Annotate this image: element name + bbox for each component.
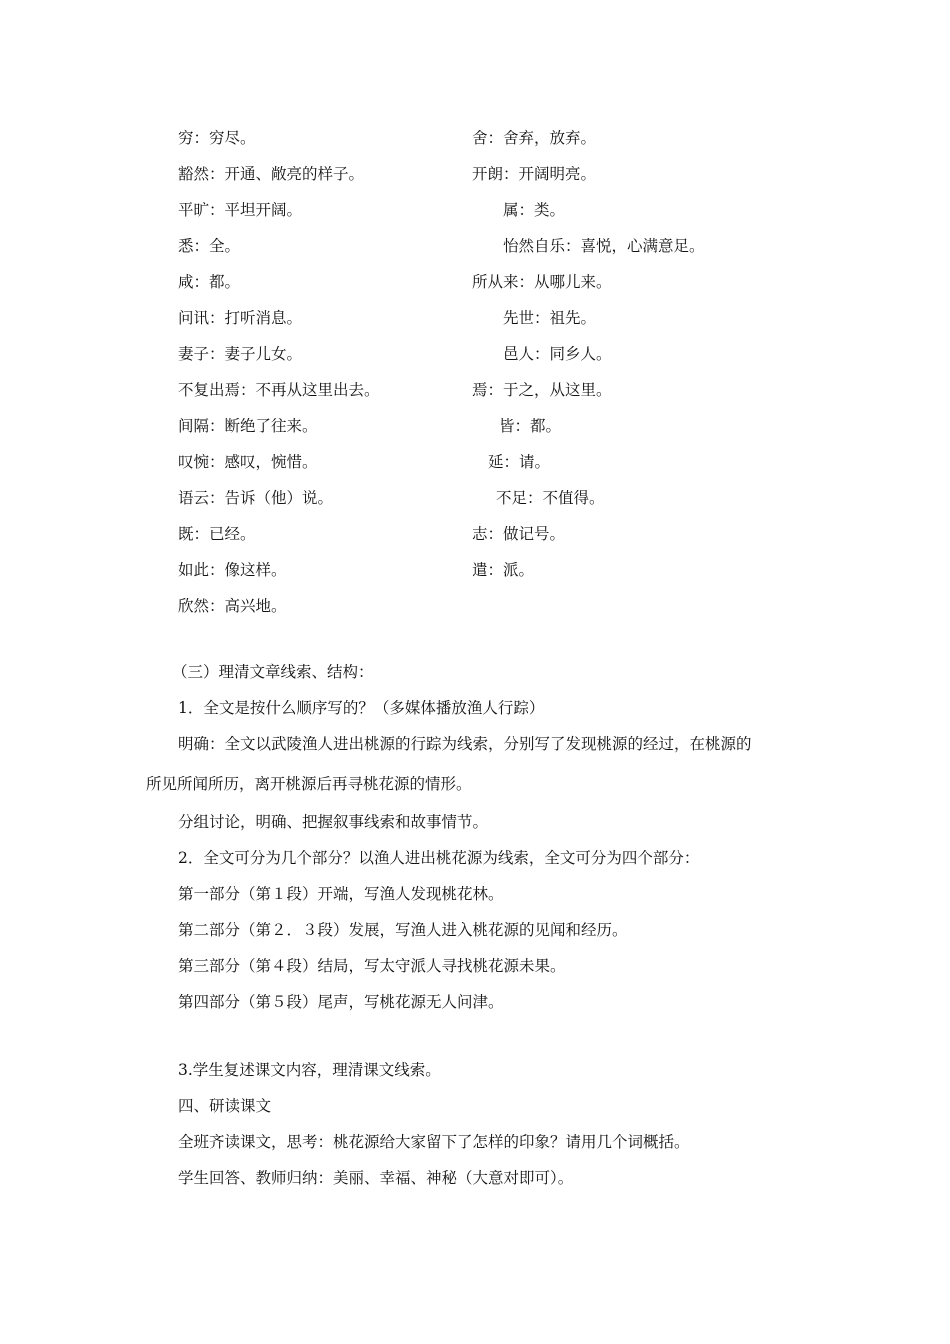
- section4-task: 全班齐读课文，思考：桃花源给大家留下了怎样的印象？请用几个词概括。: [178, 1133, 690, 1151]
- glossary-item: 如此：像这样。: [178, 561, 287, 579]
- section3-heading: （三）理清文章线索、结构：: [172, 663, 374, 681]
- glossary-item: 怡然自乐：喜悦，心满意足。: [503, 237, 705, 255]
- glossary-item: 欣然：高兴地。: [178, 597, 287, 615]
- glossary-item: 舍：舍弃，放弃。: [472, 129, 597, 147]
- part-4: 第四部分（第５段）尾声，写桃花源无人问津。: [178, 993, 504, 1011]
- glossary-right-column: [472, 126, 705, 594]
- section4-summary: 学生回答、教师归纳：美丽、幸福、神秘（大意对即可）。: [178, 1169, 574, 1187]
- glossary-item: 先世：祖先。: [503, 309, 597, 327]
- glossary-item: 豁然：开通、敞亮的样子。: [178, 165, 365, 183]
- glossary-item: 邑人：同乡人。: [503, 345, 612, 363]
- part-1: 第一部分（第１段）开端，写渔人发现桃花林。: [178, 885, 504, 903]
- glossary-item: 语云：告诉（他）说。: [178, 489, 334, 507]
- glossary-item: 皆：都。: [499, 417, 562, 435]
- glossary-item: 咸：都。: [178, 273, 241, 291]
- question-2: 2．全文可分为几个部分？以渔人进出桃花源为线索，全文可分为四个部分：: [178, 849, 700, 867]
- answer-line-1: 明确：全文以武陵渔人进出桃源的行踪为线索，分别写了发现桃源的经过，在桃源的: [178, 735, 752, 753]
- glossary-item: 属：类。: [503, 201, 566, 219]
- question-1: 1．全文是按什么顺序写的？（多媒体播放渔人行踪）: [178, 699, 545, 717]
- question-3: 3.学生复述课文内容，理清课文线索。: [178, 1061, 441, 1079]
- glossary-item: 妻子：妻子儿女。: [178, 345, 303, 363]
- glossary-item: 不复出焉：不再从这里出去。: [178, 381, 380, 399]
- glossary-item: 开朗：开阔明亮。: [472, 165, 597, 183]
- glossary-item: 叹惋：感叹，惋惜。: [178, 453, 318, 471]
- glossary-left-column: [178, 126, 380, 630]
- part-3: 第三部分（第４段）结局，写太守派人寻找桃花源未果。: [178, 957, 566, 975]
- glossary-item: 遣：派。: [472, 561, 535, 579]
- glossary-item: 焉：于之，从这里。: [472, 381, 612, 399]
- glossary-item: 所从来：从哪儿来。: [472, 273, 612, 291]
- glossary-item: 悉：全。: [178, 237, 241, 255]
- glossary-item: 平旷：平坦开阔。: [178, 201, 303, 219]
- glossary-item: 延：请。: [488, 453, 551, 471]
- glossary-item: 间隔：断绝了往来。: [178, 417, 318, 435]
- glossary-item: 穷：穷尽。: [178, 129, 256, 147]
- answer-line-2: 所见所闻所历，离开桃源后再寻桃花源的情形。: [146, 775, 472, 793]
- glossary-item: 志：做记号。: [472, 525, 566, 543]
- glossary-item: 不足：不值得。: [496, 489, 605, 507]
- part-2: 第二部分（第２．３段）发展，写渔人进入桃花源的见闻和经历。: [178, 921, 628, 939]
- glossary-item: 问讯：打听消息。: [178, 309, 303, 327]
- discussion-line: 分组讨论，明确、把握叙事线索和故事情节。: [178, 813, 489, 831]
- section4-heading: 四、研读课文: [178, 1097, 272, 1115]
- glossary-item: 既：已经。: [178, 525, 256, 543]
